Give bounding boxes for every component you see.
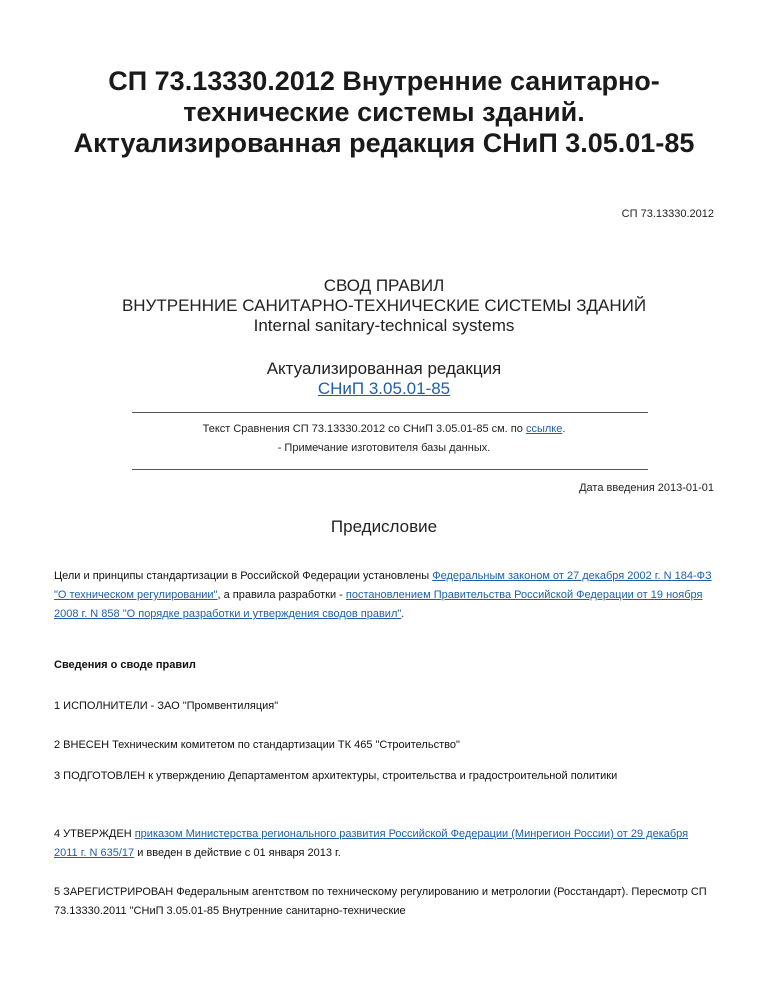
- government-decree-link[interactable]: постановлением Правительства Российской Федерации от 19 ноября 2008 г. N 858 "О порядке разработки и утверждения сводов правил": [54, 589, 703, 620]
- note-line-2: - Примечание изготовителя базы данных.: [277, 442, 491, 454]
- revision-block: [54, 359, 714, 399]
- introduction-date: Дата введения 2013-01-01: [579, 482, 714, 494]
- snip-link[interactable]: СНиП 3.05.01-85: [317, 379, 451, 398]
- page-title: СП 73.13330.2012 Внутренние санитарно-технические системы зданий. Актуализированная редакция СНиП 3.05.01-85: [73, 66, 695, 158]
- ministry-order-link[interactable]: приказом Министерства регионального развития Российской Федерации (Минрегион России) от 29 декабря 2011 г. N 635/17: [54, 828, 689, 859]
- header-line-3: Internal sanitary-technical systems: [253, 316, 515, 335]
- item-4: [54, 825, 714, 863]
- item-3: 3 ПОДГОТОВЛЕН к утверждению Департаментом архитектуры, строительства и градостроительной политики: [54, 770, 618, 782]
- intro-text-2: , а правила разработки -: [217, 589, 346, 601]
- item-1: 1 ИСПОЛНИТЕЛИ - ЗАО "Промвентиляция": [54, 700, 279, 712]
- intro-text-1: Цели и принципы стандартизации в Российской Федерации установлены: [54, 570, 433, 582]
- item-4-suffix: и введен в действие с 01 января 2013 г.: [134, 847, 341, 859]
- preface-heading: Предисловие: [330, 517, 438, 536]
- divider-bottom: [132, 469, 648, 470]
- divider-top: [132, 412, 648, 413]
- federal-law-link[interactable]: Федеральным законом от 27 декабря 2002 г. N 184-ФЗ "О техническом регулировании": [54, 570, 712, 601]
- standard-header: [54, 276, 714, 336]
- comparison-link[interactable]: ссылке: [525, 423, 563, 435]
- intro-text-3: .: [401, 608, 405, 620]
- document-number: СП 73.13330.2012: [621, 208, 714, 220]
- item-5: 5 ЗАРЕГИСТРИРОВАН Федеральным агентством по техническому регулированию и метрологии (Росстандарт). Пересмотр СП 73.13330.2011 "СНиП 3.05.01-85 Внутренние санитарно-технические: [54, 886, 707, 917]
- intro-paragraph: [54, 567, 714, 624]
- revision-label: Актуализированная редакция: [266, 359, 502, 378]
- note-period: .: [562, 423, 566, 435]
- header-line-1: СВОД ПРАВИЛ: [323, 276, 445, 295]
- info-heading: Сведения о своде правил: [54, 659, 196, 671]
- item-2: 2 ВНЕСЕН Техническим комитетом по стандартизации ТК 465 "Строительство": [54, 739, 460, 751]
- item-4-prefix: 4 УТВЕРЖДЕН: [54, 828, 135, 840]
- header-line-2: ВНУТРЕННИЕ САНИТАРНО-ТЕХНИЧЕСКИЕ СИСТЕМЫ ЗДАНИЙ: [121, 296, 647, 315]
- database-note: [54, 420, 714, 458]
- note-text: Текст Сравнения СП 73.13330.2012 со СНиП 3.05.01-85 см. по: [202, 423, 526, 435]
